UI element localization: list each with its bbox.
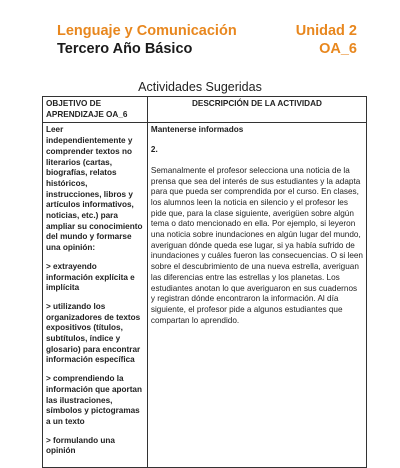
activity-body: Semanalmente el profesor selecciona una noticia de la prensa que sea del interés de sus estudiantes y la adapta para que pueda ser comprendida por el curso. En clases, los alumnos leen la noticia en silencio y el profesor les pide que, para la clase siguiente, averigüen sobre algún tema o dato mencionado en ella. Por ejemplo, si leyeron una noticia sobre inundaciones en algún lugar del mundo, averiguan dónde queda ese lugar, si ya había sufrido de inundaciones y cuáles fueron las consecuencias. O si leen sobre el descubrimiento de una nueva estrella, averiguan las diferencias entre las estrellas y los planetas. Los estudiantes anotan lo que averiguaron en sus cuadernos y registran dónde encontraron la información. Al día siguiente, el profesor pide a algunos estudiantes que compartan lo aprendido. — [150, 165, 363, 325]
header-row-1 — [57, 22, 357, 40]
objective-paragraph: > extrayendo información explícita e implícita — [46, 261, 135, 293]
activities-table — [42, 96, 367, 468]
objective-header: OBJETIVO DE APRENDIZAJE OA_6 — [43, 97, 148, 123]
objective-cell — [43, 123, 148, 468]
description-header: DESCRIPCIÓN DE LA ACTIVIDAD — [147, 97, 366, 123]
subject-title: Lenguaje y Comunicación — [57, 23, 237, 39]
unit-label: Unidad 2 — [295, 23, 357, 39]
objective-paragraph: > comprendiendo la información que aportan las ilustraciones, símbolos y pictogramas a un texto — [46, 374, 142, 426]
header-row-2 — [57, 40, 357, 58]
objective-paragraph: > utilizando los organizadores de textos expositivos (títulos, subtítulos, índice y glosario) para encontrar información específica — [46, 301, 141, 365]
objective-paragraph: > formulando una opinión — [46, 435, 115, 456]
table-row — [43, 123, 367, 468]
objective-paragraph: Leer independientemente y comprender textos no literarios (cartas, biografías, relatos históricos, instrucciones, libros y artículos informativos, noticias, etc.) para ampliar su conocimiento del mundo y formarse una opinión: — [46, 125, 143, 253]
activity-title: Mantenerse informados — [150, 125, 244, 135]
description-cell — [147, 123, 366, 468]
document-header — [57, 22, 357, 58]
section-title: Actividades Sugeridas — [138, 80, 262, 94]
grade-title: Tercero Año Básico — [57, 41, 193, 57]
activity-number: 2. — [150, 145, 158, 155]
objective-code: OA_6 — [319, 41, 357, 57]
table-header-row — [43, 97, 367, 123]
